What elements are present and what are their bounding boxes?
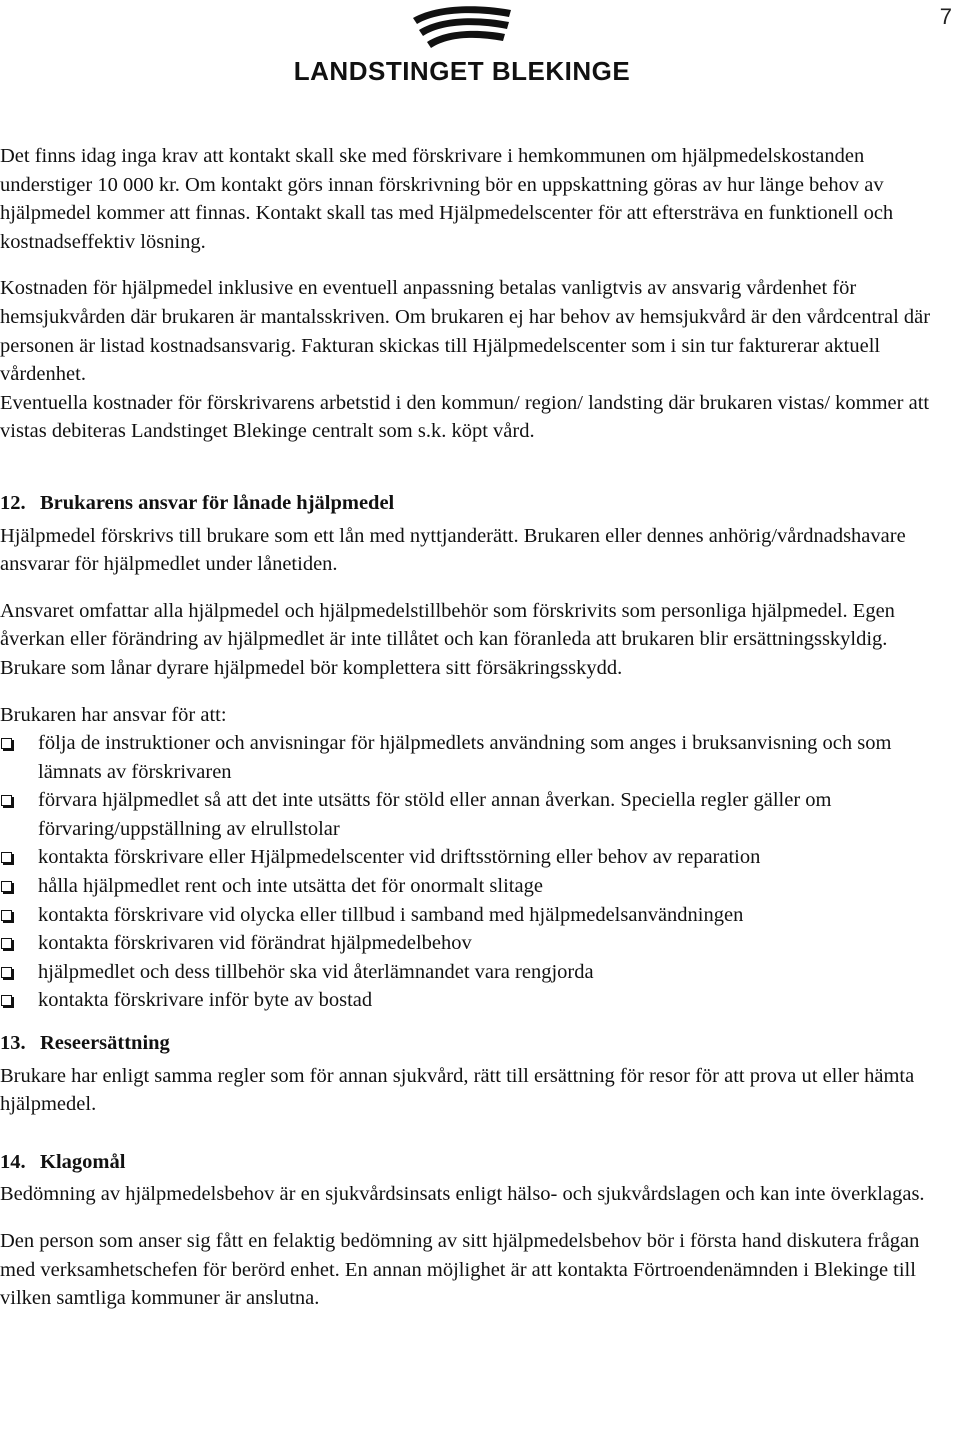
section-12-heading (0, 489, 952, 518)
page-number: 7 (939, 4, 952, 29)
document-body (0, 142, 952, 1313)
section-14-heading (0, 1148, 952, 1177)
checkbox-bullet-icon (1, 852, 12, 863)
section-12-number: 12. (0, 491, 26, 514)
section-13-number: 13. (0, 1032, 26, 1055)
list-item: följa de instruktioner och anvisningar för hjälpmedlets användning som anges i bruksanvisning och som lämnats av förskrivaren (0, 729, 952, 786)
section-12-list-intro: Brukaren har ansvar för att: (0, 703, 227, 726)
logo-text: LANDSTINGET BLEKINGE (293, 56, 631, 86)
section-14-paragraph-1: Bedömning av hjälpmedelsbehov är en sjukvårdsinsats enligt hälso- och sjukvårdslagen och kan inte överklagas. (0, 1183, 925, 1206)
section-12-paragraph-2: Ansvaret omfattar alla hjälpmedel och hjälpmedelstillbehör som förskrivits som personliga hjälpmedel. Egen åverkan eller förändring av hjälpmedlet är inte tillåtet och kan föranleda att brukaren blir ersättningsskyldig. Brukare som lånar dyrare hjälpmedel bör komplettera sitt försäkringsskydd. (0, 599, 895, 679)
list-item: kontakta förskrivare vid olycka eller tillbud i samband med hjälpmedelsanvändningen (0, 901, 952, 930)
checkbox-bullet-icon (1, 910, 12, 921)
checkbox-bullet-icon (1, 738, 12, 749)
intro-paragraph-2: Kostnaden för hjälpmedel inklusive en eventuell anpassning betalas vanligtvis av ansvarig vårdenhet för hemsjukvården där brukaren är mantalsskriven. Om brukaren ej har behov av hemsjukvård är den vårdcentral där personen är listad kostnadsansvarig. Fakturan skickas till Hjälpmedelscenter som i sin tur fakturerar aktuell vårdenhet. (0, 277, 931, 386)
section-12-paragraph-1: Hjälpmedel förskrivs till brukare som ett lån med nyttjanderätt. Brukaren eller dennes anhörig/vårdnadshavare ansvarar för hjälpmedlet under lånetiden. (0, 524, 906, 576)
wave-stripes-icon (409, 2, 515, 52)
list-item: kontakta förskrivare eller Hjälpmedelscenter vid driftsstörning eller behov av reparation (0, 843, 952, 872)
checkbox-bullet-icon (1, 938, 12, 949)
section-14-paragraph-2: Den person som anser sig fått en felaktig bedömning av sitt hjälpmedelsbehov bör i första hand diskutera frågan med verksamhetschefen för berörd enhet. En annan möjlighet är att kontakta Förtroendenämnden i Blekinge till vilken samtliga kommuner är anslutna. (0, 1230, 920, 1310)
checkbox-bullet-icon (1, 995, 12, 1006)
list-item: kontakta förskrivaren vid förändrat hjälpmedelbehov (0, 929, 952, 958)
section-14-title: Klagomål (40, 1150, 126, 1173)
intro-paragraph-1: Det finns idag inga krav att kontakt skall ske med förskrivare i hemkommunen om hjälpmedelskostanden understiger 10 000 kr. Om kontakt görs innan förskrivning bör en uppskattning göras av hur länge behov av hjälpmedel kommer att finnas. Kontakt skall tas med Hjälpmedelscenter för att eftersträva en funktionell och kostnadseffektiv lösning. (0, 145, 894, 253)
list-item: hjälpmedlet och dess tillbehör ska vid återlämnandet vara rengjorda (0, 958, 952, 987)
section-13-title: Reseersättning (40, 1032, 170, 1055)
responsibility-list (0, 729, 952, 1015)
checkbox-bullet-icon (1, 967, 12, 978)
section-14-number: 14. (0, 1150, 26, 1173)
section-13-paragraph-1: Brukare har enligt samma regler som för annan sjukvård, rätt till ersättning för resor för att prova ut eller hämta hjälpmedel. (0, 1064, 915, 1116)
list-item: förvara hjälpmedlet så att det inte utsätts för stöld eller annan åverkan. Speciella regler gäller om förvaring/uppställning av elrullstolar (0, 786, 952, 843)
landstinget-blekinge-logo (282, 2, 642, 92)
checkbox-bullet-icon (1, 795, 12, 806)
checkbox-bullet-icon (1, 881, 12, 892)
section-12-title: Brukarens ansvar för lånade hjälpmedel (40, 491, 395, 514)
list-item: hålla hjälpmedlet rent och inte utsätta det för onormalt slitage (0, 872, 952, 901)
list-item: kontakta förskrivare inför byte av bostad (0, 986, 952, 1015)
intro-paragraph-3: Eventuella kostnader för förskrivarens arbetstid i den kommun/ region/ landsting där brukaren vistas/ kommer att vistas debiteras Landstinget Blekinge centralt som s.k. köpt vård. (0, 391, 930, 443)
section-13-heading (0, 1029, 952, 1058)
